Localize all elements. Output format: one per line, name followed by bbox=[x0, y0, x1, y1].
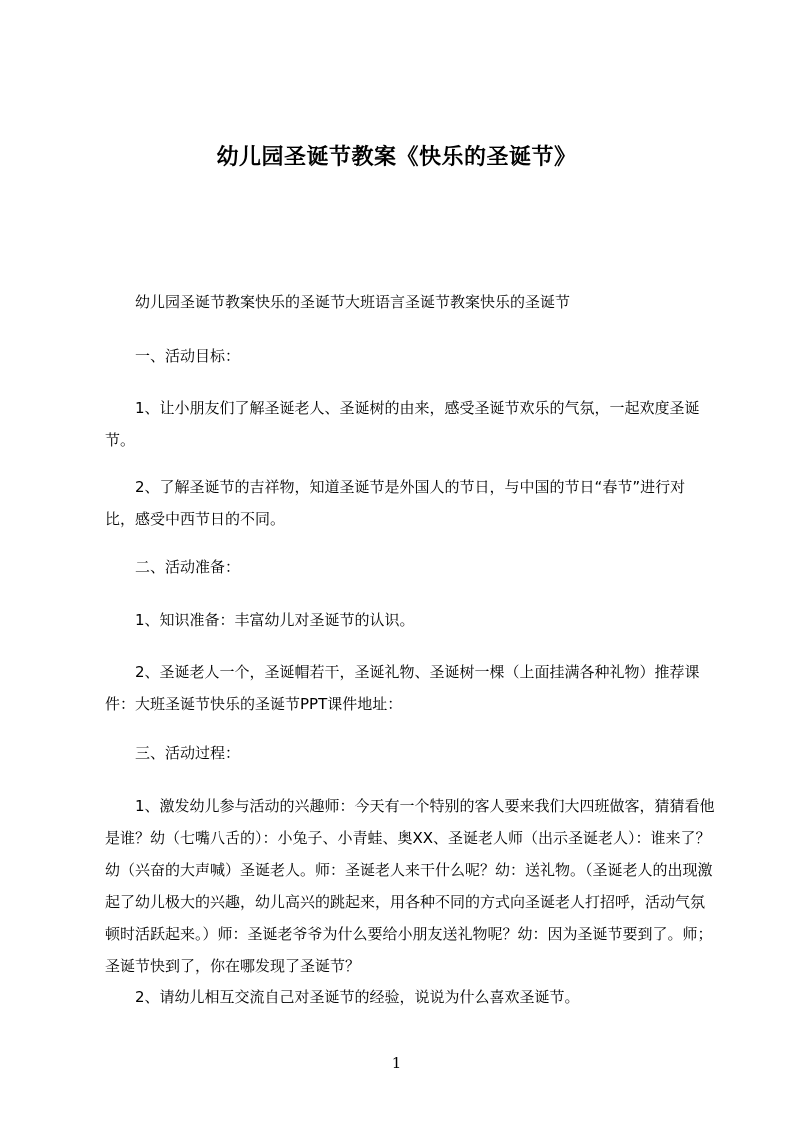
section-heading-goals: 一、活动目标： bbox=[135, 347, 241, 365]
goal-item-1: 1、让小朋友们了解圣诞老人、圣诞树的由来，感受圣诞节欢乐的气氛，一起欢度圣诞节。 bbox=[105, 399, 700, 449]
prep-item-2: 2、圣诞老人一个，圣诞帽若干，圣诞礼物、圣诞树一棵（上面挂满各种礼物）推荐课件：大班圣诞节快乐的圣诞节PPT课件地址： bbox=[105, 663, 700, 713]
prep-item-1: 1、知识准备：丰富幼儿对圣诞节的认识。 bbox=[135, 611, 415, 629]
document-title: 幼儿园圣诞节教案《快乐的圣诞节》 bbox=[216, 145, 577, 170]
subtitle-paragraph: 幼儿园圣诞节教案快乐的圣诞节大班语言圣诞节教案快乐的圣诞节 bbox=[135, 293, 571, 311]
page-number: 1 bbox=[391, 1054, 402, 1072]
section-heading-preparation: 二、活动准备： bbox=[135, 558, 241, 576]
section-heading-process: 三、活动过程： bbox=[135, 744, 241, 762]
process-item-1: 1、激发幼儿参与活动的兴趣师：今天有一个特别的客人要来我们大四班做客，猜猜看他是谁？幼（七嘴八舌的）：小兔子、小青蛙、奥XX、圣诞老人师（出示圣诞老人）：谁来了？幼（兴奋的大声喊）圣诞老人。师：圣诞老人来干什么呢？幼：送礼物。（圣诞老人的出现激起了幼儿极大的兴趣，幼儿高兴的跳起来，用各种不同的方式向圣诞老人打招呼，活动气氛顿时活跃起来。）师：圣诞老爷爷为什么要给小朋友送礼物呢？幼：因为圣诞节要到了。师；圣诞节快到了，你在哪发现了圣诞节？ bbox=[105, 797, 715, 975]
process-item-2: 2、请幼儿相互交流自己对圣诞节的经验，说说为什么喜欢圣诞节。 bbox=[135, 988, 580, 1006]
goal-item-2: 2、了解圣诞节的吉祥物，知道圣诞节是外国人的节日，与中国的节日“春节”进行对比，感受中西节日的不同。 bbox=[105, 478, 686, 528]
